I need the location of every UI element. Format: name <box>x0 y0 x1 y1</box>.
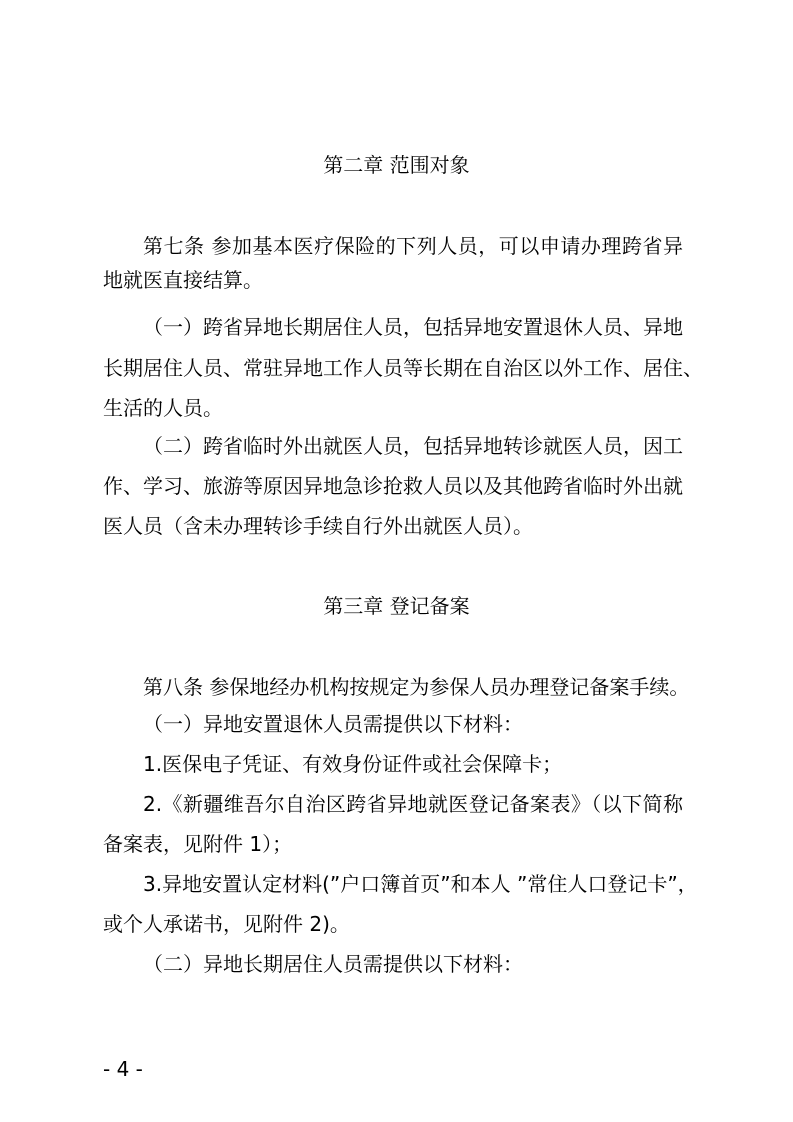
article-7-item-2-line-3: 医人员（含未办理转诊手续自行外出就医人员）。 <box>103 514 533 538</box>
article-8-material-2-line-2: 备案表，见附件 1）； <box>103 832 293 856</box>
article-8-item-1-heading: （一）异地安置退休人员需提供以下材料： <box>143 712 523 736</box>
article-7-item-1-line-3: 生活的人员。 <box>103 396 223 420</box>
article-7-item-1-line-2: 长期居住人员、常驻异地工作人员等长期在自治区以外工作、居住、 <box>103 356 703 380</box>
article-8-material-3-line-2: 或个人承诺书，见附件 2)。 <box>103 912 350 936</box>
article-8-material-1: 1.医保电子凭证、有效身份证件或社会保障卡； <box>143 752 563 776</box>
article-8-line-1: 第八条 参保地经办机构按规定为参保人员办理登记备案手续。 <box>143 675 690 699</box>
article-8-item-2-heading: （二）异地长期居住人员需提供以下材料： <box>143 952 523 976</box>
chapter-2-heading: 第二章 范围对象 <box>323 153 470 177</box>
article-7-line-2: 地就医直接结算。 <box>103 268 263 292</box>
article-7-line-1: 第七条 参加基本医疗保险的下列人员，可以申请办理跨省异 <box>143 234 683 258</box>
article-7-item-2-line-1: （二）跨省临时外出就医人员，包括异地转诊就医人员，因工 <box>143 434 683 458</box>
article-7-item-1-line-1: （一）跨省异地长期居住人员，包括异地安置退休人员、异地 <box>143 315 683 339</box>
page-number: - 4 - <box>103 1057 143 1081</box>
article-8-material-2-line-1: 2.《新疆维吾尔自治区跨省异地就医登记备案表》（以下简称 <box>143 792 683 816</box>
article-8-material-3-line-1: 3.异地安置认定材料(”户口簿首页”和本人 ”常住人口登记卡”， <box>143 872 698 896</box>
article-7-item-2-line-2: 作、学习、旅游等原因异地急诊抢救人员以及其他跨省临时外出就 <box>103 474 683 498</box>
chapter-3-heading: 第三章 登记备案 <box>323 594 470 618</box>
